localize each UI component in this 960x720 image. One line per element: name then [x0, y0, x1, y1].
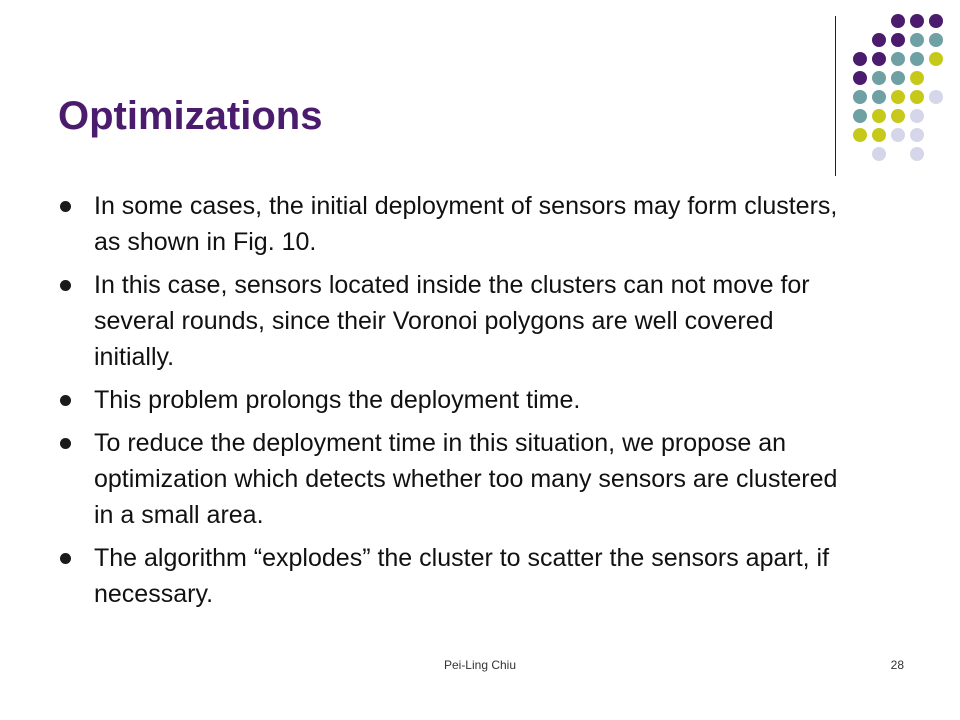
decorative-dot: [872, 109, 886, 123]
bullet-item: [58, 540, 858, 612]
decorative-dot: [872, 128, 886, 142]
decorative-dot: [910, 33, 924, 47]
decorative-dot: [929, 14, 943, 28]
bullet-marker: [60, 395, 71, 406]
decorative-dot: [891, 33, 905, 47]
bullet-marker: [60, 201, 71, 212]
decorative-dot: [853, 90, 867, 104]
decorative-dot: [891, 90, 905, 104]
decorative-dot: [910, 71, 924, 85]
bullet-text: To reduce the deployment time in this situation, we propose an optimization which detects whether too many sensors are clustered in a small area.: [94, 429, 838, 529]
bullet-text: In this case, sensors located inside the clusters can not move for several rounds, since their Voronoi polygons are well covered initially.: [94, 271, 810, 371]
bullet-text: This problem prolongs the deployment time.: [94, 386, 581, 414]
decorative-dot: [872, 90, 886, 104]
decorative-dot: [910, 109, 924, 123]
bullet-marker: [60, 438, 71, 449]
decorative-dot: [929, 90, 943, 104]
bullet-item: [58, 382, 858, 418]
bullet-marker: [60, 280, 71, 291]
decorative-dot: [872, 33, 886, 47]
decorative-dot: [891, 128, 905, 142]
decorative-dot: [910, 147, 924, 161]
decorative-dot: [891, 52, 905, 66]
page-number: 28: [890, 658, 904, 672]
decorative-dot: [929, 33, 943, 47]
divider-line: [835, 16, 836, 176]
decorative-dot: [891, 14, 905, 28]
decorative-dot: [872, 71, 886, 85]
footer-author: Pei-Ling Chiu: [443, 658, 517, 672]
bullet-item: [58, 425, 858, 533]
decorative-dot: [891, 71, 905, 85]
bullet-marker: [60, 553, 71, 564]
decorative-dot: [872, 147, 886, 161]
decorative-dot: [853, 71, 867, 85]
decorative-dot: [853, 52, 867, 66]
bullet-item: [58, 267, 858, 375]
decorative-dot: [891, 109, 905, 123]
decorative-dot: [929, 52, 943, 66]
bullet-text: In some cases, the initial deployment of sensors may form clusters, as shown in Fig. 10.: [94, 192, 838, 256]
decorative-dot: [853, 109, 867, 123]
slide-title: Optimizations: [58, 94, 323, 138]
decorative-dot: [872, 52, 886, 66]
decorative-dot: [910, 52, 924, 66]
bullet-text: The algorithm “explodes” the cluster to scatter the sensors apart, if necessary.: [94, 544, 830, 608]
decorative-dot: [910, 90, 924, 104]
bullet-list: [58, 188, 858, 619]
decorative-dot: [910, 14, 924, 28]
decorative-dot: [853, 128, 867, 142]
bullet-item: [58, 188, 858, 260]
decorative-dot: [910, 128, 924, 142]
